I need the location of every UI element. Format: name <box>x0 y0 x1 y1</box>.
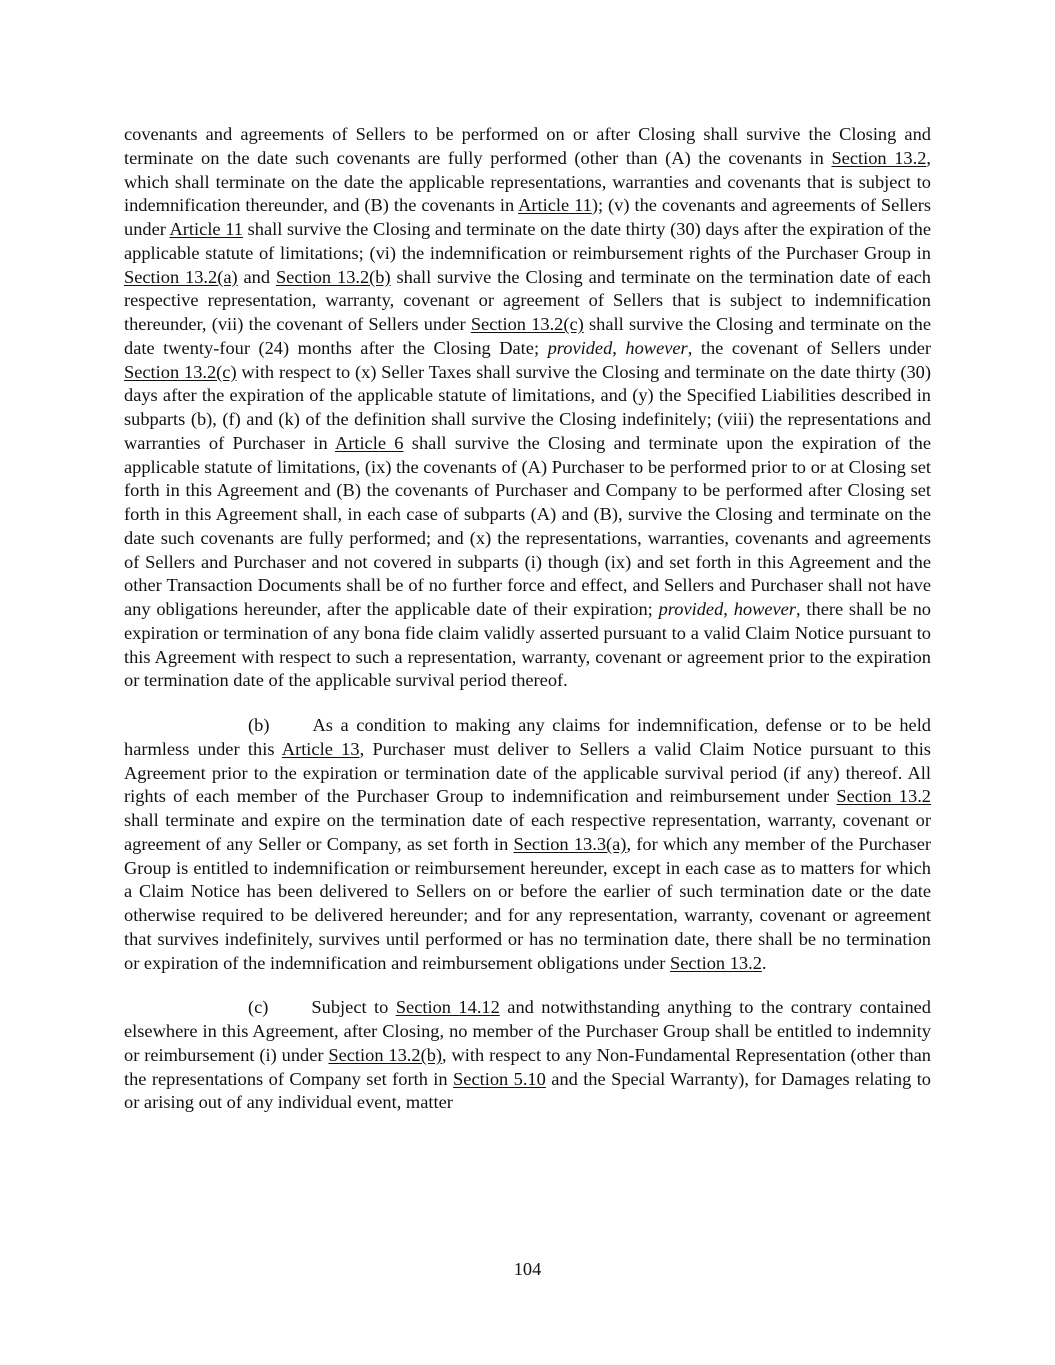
cross-reference-link: Section 13.2(c) <box>124 361 237 382</box>
text-run: and notwithstanding anything to the contrary contained elsewhere in this Agreement, after Closing, no member of the Purchaser Group shall be entitled to indemnity or reimbursement (i) under <box>124 997 932 1065</box>
text-run: , the covenant of Sellers under <box>687 337 931 358</box>
paragraph-label: (c) <box>248 997 269 1018</box>
text-run: , <box>723 599 734 619</box>
cross-reference-link: Article 11 <box>169 219 243 239</box>
text-run: As a condition to making any claims for indemnification, defense or to be held harmless under this <box>124 715 931 759</box>
cross-reference-link: Section 13.2(a) <box>124 266 238 287</box>
italic-term: provided <box>658 599 724 619</box>
paragraph-b <box>124 714 931 975</box>
cross-reference-link: Section 13.3(a) <box>513 833 627 854</box>
cross-reference-link: Section 14.12 <box>395 997 500 1018</box>
text-run: Subject to <box>311 997 396 1018</box>
text-run: shall survive the Closing and terminate on the termination date of each respective representation, warranty, covenant or agreement of Sellers that is subject to indemnification thereunder, (vii) the covenant of Sellers under <box>124 266 931 334</box>
text-run: , <box>612 337 626 358</box>
text-run: ); (v) the covenants and agreements of Sellers under <box>124 195 931 239</box>
text-run: shall terminate and expire on the termination date of each respective representation, warranty, covenant or agreement of any Seller or Company, as set forth in <box>124 810 931 854</box>
italic-term: provided <box>547 337 613 358</box>
text-run: shall survive the Closing and terminate on the date twenty-four (24) months after the Closing Date; <box>124 314 931 358</box>
text-run: . <box>761 952 767 973</box>
cross-reference-link: Section 13.2(b) <box>275 266 391 287</box>
cross-reference-link: Article 13 <box>281 738 360 759</box>
cross-reference-link: Section 13.2(b) <box>328 1044 443 1065</box>
document-body <box>124 123 931 1115</box>
text-run: and the Special Warranty), for Damages relating to or arising out of any individual event, matter <box>124 1068 931 1113</box>
text-run: shall survive the Closing and terminate upon the expiration of the applicable statute of limitations, (ix) the covenants of (A) Purchaser to be performed prior to or at Closing set forth in this Agreement and (B) the covenants of Purchaser and Company to be performed after Closing set forth in this Agreement shall, in each case of subparts (A) and (B), survive the Closing and terminate on the date such covenants are fully performed; and (x) the representations, warranties, covenants and agreements of Sellers and Purchaser and not covered in subparts (i) though (ix) and set forth in this Agreement and the other Transaction Documents shall be of no further force and effect, and Sellers and Purchaser shall not have any obligations hereunder, after the applicable date of their expiration; <box>124 432 931 619</box>
text-run: , there shall be no expiration or termination of any bona fide claim validly asserted pursuant to a valid Claim Notice pursuant to this Agreement with respect to such a representation, warranty, covenant or agreement prior to the expiration or termination date of the applicable survival period thereof. <box>124 599 931 691</box>
text-run: and <box>237 266 276 287</box>
text-run: , with respect to any Non-Fundamental Representation (other than the representations of Company set forth in <box>124 1044 931 1089</box>
cross-reference-link: Section 13.2(c) <box>470 314 584 334</box>
italic-term: however <box>733 599 796 619</box>
cross-reference-link: Article 6 <box>334 432 404 453</box>
cross-reference-link: Section 5.10 <box>453 1068 546 1089</box>
paragraph-label: (b) <box>248 715 270 735</box>
cross-reference-link: Section 13.2 <box>669 952 762 973</box>
text-run: shall survive the Closing and terminate on the date thirty (30) days after the expiration of the applicable statute of limitations; (vi) the indemnification or reimbursement rights of the Purchaser Group in <box>124 219 931 263</box>
paragraph-continuation <box>124 123 931 693</box>
text-run: , Purchaser must deliver to Sellers a valid Claim Notice pursuant to this Agreement prior to the expiration or termination date of the applicable survival period (if any) thereof. All rights of each member of the Purchaser Group to indemnification and reimbursement under <box>124 738 931 807</box>
italic-term: however <box>625 337 688 358</box>
text-run: with respect to (x) Seller Taxes shall survive the Closing and terminate on the date thirty (30) days after the expiration of the applicable statute of limitations, and (y) the Specified Liabilities described in subparts (b), (f) and (k) of the definition shall survive the Closing indefinitely; (viii) the representations and warranties of Purchaser in <box>124 361 931 453</box>
cross-reference-link: Section 13.2 <box>831 147 927 168</box>
paragraph-c <box>124 996 931 1115</box>
cross-reference-link: Article 11 <box>518 195 592 216</box>
text-run: , for which any member of the Purchaser Group is entitled to indemnification or reimbursement hereunder, except in each case as to matters for which a Claim Notice has been delivered to Sellers on or before the earlier of such termination date or the date otherwise required to be delivered hereunder; and for any representation, warranty, covenant or agreement that survives indefinitely, survives until performed or has no termination date, there shall be no termination or expiration of the indemnification and reimbursement obligations under <box>124 833 931 973</box>
cross-reference-link: Section 13.2 <box>836 786 931 807</box>
text-run: covenants and agreements of Sellers to be performed on or after Closing shall survive the Closing and terminate on the date such covenants are fully performed (other than (A) the covenants in <box>124 124 931 168</box>
page-number: 104 <box>513 1259 542 1279</box>
text-run: , which shall terminate on the date the applicable representations, warranties and covenants that is subject to indemnification thereunder, and (B) the covenants in <box>124 147 931 216</box>
